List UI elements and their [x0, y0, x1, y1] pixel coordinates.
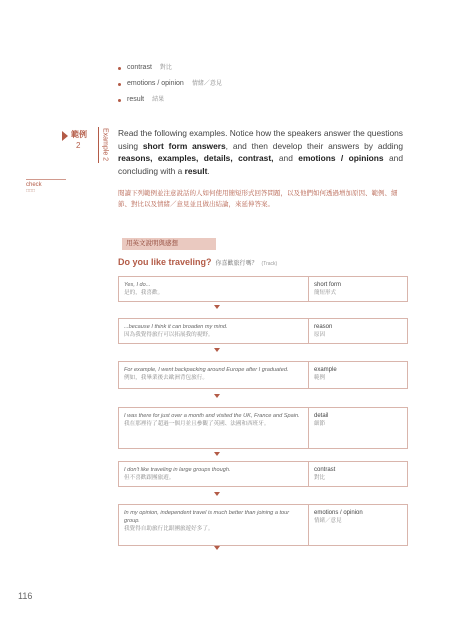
- answer-cn: 例如，我畢業後去歐洲背包旅行。: [124, 375, 208, 381]
- label-cn: 情緒／意見: [314, 518, 342, 524]
- answer-cn: 我在那裡待了超過一個月並且參觀了英國、法國和西班牙。: [124, 421, 270, 427]
- label-en: short form: [314, 282, 342, 288]
- intro-paragraph: [118, 127, 403, 177]
- answer-cn: 因為我覺得旅行可以拓展我的視野。: [124, 332, 214, 338]
- answer-cn: 是的，我喜歡。: [124, 290, 164, 296]
- term-en: contrast: [127, 64, 152, 71]
- label-en: emotions / opinion: [314, 510, 363, 516]
- term-en: emotions / opinion: [127, 80, 184, 87]
- list-item: [118, 76, 222, 92]
- answer-en: ...because I think it can broaden my mind.: [124, 324, 228, 330]
- intro-text: .: [207, 165, 210, 176]
- bullet-icon: [118, 99, 121, 102]
- example-number: 2: [76, 141, 81, 150]
- answer-cn: 但不喜歡跟團旅遊。: [124, 475, 175, 481]
- intro-text: , and then develop their answers by adding: [225, 140, 403, 151]
- down-arrow-icon: [214, 546, 220, 550]
- intro-bold: reasons, examples, details, contrast,: [118, 153, 274, 163]
- example-label: 範例: [71, 130, 87, 139]
- answer-en: For example, I went backpacking around Europe after I graduated.: [124, 367, 289, 373]
- label-cn: 簡短形式: [314, 290, 337, 296]
- answer-en: I don't like traveling in large groups though.: [124, 467, 231, 473]
- answer-box: [118, 407, 408, 449]
- question-hint: (Track): [261, 261, 278, 267]
- answer-en: In my opinion, independent travel is much better than joining a tour group.: [124, 510, 290, 524]
- down-arrow-icon: [214, 394, 220, 398]
- intro-bold: result: [184, 165, 208, 176]
- term-en: result: [127, 96, 145, 103]
- answer-label: [309, 362, 407, 388]
- answer-text: [119, 362, 309, 388]
- label-en: reason: [314, 324, 333, 330]
- answer-text: [119, 462, 309, 486]
- label-en: detail: [314, 413, 329, 419]
- intro-bold: short form answers: [142, 140, 226, 151]
- down-arrow-icon: [214, 492, 220, 496]
- label-cn: 對比: [314, 475, 326, 481]
- question: [118, 257, 277, 267]
- list-item: [118, 92, 222, 108]
- answer-label: [309, 462, 407, 486]
- page-number: 116: [18, 591, 33, 601]
- answer-label: [309, 319, 407, 343]
- question-cn: 你喜歡旅行嗎？: [215, 261, 258, 267]
- intro-text: and: [273, 153, 299, 163]
- answer-en: Yes, I do...: [124, 282, 151, 288]
- check-label: check: [26, 182, 42, 188]
- answer-label: [309, 408, 407, 448]
- answer-cn: 我覺得自助旅行比跟團旅遊好多了。: [124, 526, 214, 532]
- intro-text: and concluding with a: [118, 153, 403, 176]
- answer-text: [119, 505, 309, 545]
- answer-text: [119, 319, 309, 343]
- intro-bold: emotions / opinions: [298, 153, 384, 163]
- label-cn: 範例: [314, 375, 326, 381]
- intro-translation: 閱讀下列範例並注意說話的人如何使用簡短形式回答問題，以及他們如何透過增加原因、範例、細節、對比以及情緒／意見並且做出結論，來延伸答案。: [118, 190, 398, 208]
- term-cn: 情緒／意見: [191, 81, 222, 87]
- down-arrow-icon: [214, 452, 220, 456]
- term-cn: 結果: [152, 97, 165, 103]
- answer-label: [309, 277, 407, 301]
- label-en: contrast: [314, 467, 336, 473]
- list-item: [118, 60, 222, 76]
- vertical-label: [98, 127, 111, 163]
- answer-box: [118, 504, 408, 546]
- answer-box: [118, 318, 408, 344]
- intro-text: Read the following examples. Notice how the speakers answer the questions using: [118, 128, 403, 151]
- check-squares: □□□: [26, 188, 36, 194]
- down-arrow-icon: [214, 348, 220, 352]
- answer-text: [119, 408, 309, 448]
- answer-box: [118, 361, 408, 389]
- answer-box: [118, 276, 408, 302]
- vertical-label-text: Example 2: [101, 128, 109, 162]
- check-box: [26, 179, 66, 194]
- down-arrow-icon: [214, 305, 220, 309]
- triangle-arrow-icon: [62, 131, 68, 141]
- bullet-icon: [118, 83, 121, 86]
- answer-text: [119, 277, 309, 301]
- answer-en: I was there for just over a month and visited the UK, France and Spain.: [124, 413, 300, 419]
- term-list: [118, 60, 222, 108]
- answer-box: [118, 461, 408, 487]
- label-cn: 細節: [314, 421, 326, 427]
- label-en: example: [314, 367, 337, 373]
- question-en: Do you like traveling?: [118, 257, 212, 267]
- answer-label: [309, 505, 407, 545]
- term-cn: 對比: [159, 65, 172, 71]
- bullet-icon: [118, 67, 121, 70]
- section-header: 用英文說明與感想: [122, 238, 216, 250]
- label-cn: 原因: [314, 332, 326, 338]
